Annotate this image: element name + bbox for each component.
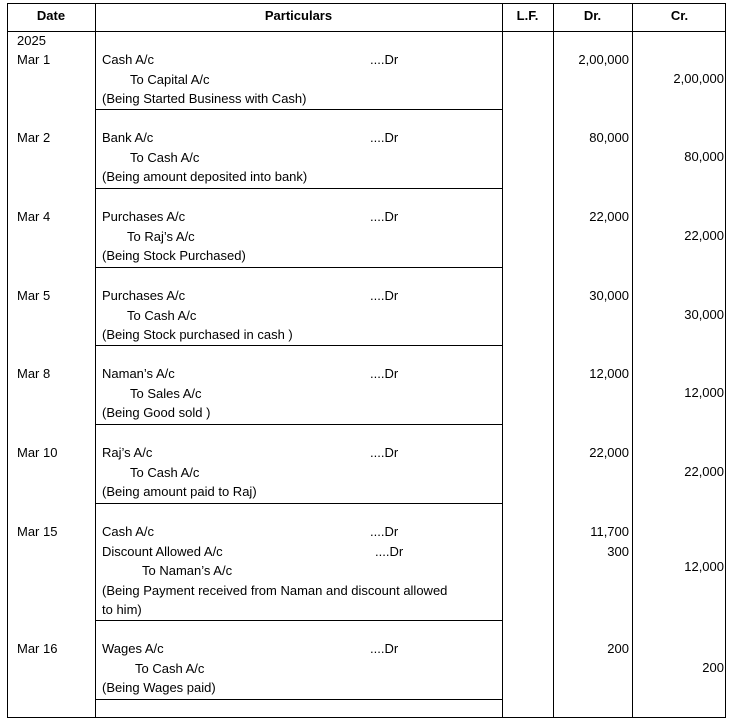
credit-account: To Cash A/c [135,660,205,676]
header-cr: Cr. [670,8,689,23]
dr-marker: ....Dr [370,445,399,460]
column-divider [553,3,554,718]
header-lf: L.F. [516,8,539,23]
credit-amount: 12,000 [684,559,724,574]
debit-amount: 30,000 [589,288,629,303]
entry-divider [95,109,502,110]
credit-amount: 2,00,000 [673,71,724,86]
dr-marker: ....Dr [370,288,399,303]
entry-divider [95,188,502,189]
narration: (Being Stock Purchased) [102,248,246,264]
credit-amount: 12,000 [684,385,724,400]
debit-account: Wages A/c [102,641,164,656]
dr-marker: ....Dr [370,641,399,656]
narration: (Being Good sold ) [102,405,211,421]
credit-amount: 30,000 [684,307,724,322]
entry-date: Mar 1 [17,52,51,67]
narration: (Being Payment received from Naman and discount allowed [102,582,448,598]
credit-account: To Cash A/c [130,464,200,480]
debit-amount: 200 [607,641,629,656]
credit-amount: 22,000 [684,464,724,479]
debit-amount: 80,000 [589,130,629,145]
narration: (Being Started Business with Cash) [102,91,307,107]
dr-marker: ....Dr [370,52,399,67]
column-divider [502,3,503,718]
entry-divider [95,424,502,425]
debit-account: Naman’s A/c [102,366,175,381]
credit-amount: 200 [702,660,724,675]
narration: (Being Wages paid) [102,680,216,696]
debit-amount: 22,000 [589,445,629,460]
debit-amount: 11,700 [590,524,629,539]
credit-account: To Cash A/c [130,149,200,165]
entry-date: Mar 10 [17,445,58,460]
debit-amount: 22,000 [589,209,629,224]
entry-date: Mar 15 [17,524,58,539]
narration: (Being amount paid to Raj) [102,484,257,500]
debit-account: Purchases A/c [102,209,186,224]
debit-account: Cash A/c [102,52,155,67]
credit-amount: 22,000 [684,228,724,243]
entry-date: Mar 5 [17,288,51,303]
header-divider [7,31,726,32]
debit-account: Cash A/c [102,524,155,539]
debit-amount: 300 [607,543,629,559]
entry-divider [95,503,502,504]
entry-date: Mar 2 [17,130,51,145]
credit-account: To Cash A/c [127,307,197,323]
dr-marker: ....Dr [375,543,404,559]
debit-amount: 12,000 [589,366,629,381]
debit-account: Discount Allowed A/c [102,543,223,559]
entry-date: Mar 8 [17,366,51,381]
header-date: Date [36,8,66,23]
dr-marker: ....Dr [370,524,399,539]
credit-account: To Naman’s A/c [142,563,233,579]
dr-marker: ....Dr [370,209,399,224]
credit-account: To Capital A/c [130,71,210,87]
debit-amount: 2,00,000 [578,52,629,67]
column-divider [95,3,96,718]
dr-marker: ....Dr [370,130,399,145]
credit-account: To Sales A/c [130,385,202,401]
narration: to him) [102,602,142,618]
credit-amount: 80,000 [684,149,724,164]
entry-date: Mar 16 [17,641,58,656]
entry-date: Mar 4 [17,209,51,224]
entry-divider [95,345,502,346]
entry-divider [95,620,502,621]
credit-account: To Raj’s A/c [127,228,195,244]
debit-account: Purchases A/c [102,288,186,303]
narration: (Being Stock purchased in cash ) [102,327,293,343]
entry-divider [95,699,502,700]
year-label: 2025 [17,33,46,48]
dr-marker: ....Dr [370,366,399,381]
column-divider [632,3,633,718]
header-dr: Dr. [583,8,602,23]
debit-account: Bank A/c [102,130,154,145]
narration: (Being amount deposited into bank) [102,169,308,185]
header-particulars: Particulars [264,8,333,23]
entry-divider [95,267,502,268]
debit-account: Raj’s A/c [102,445,153,460]
